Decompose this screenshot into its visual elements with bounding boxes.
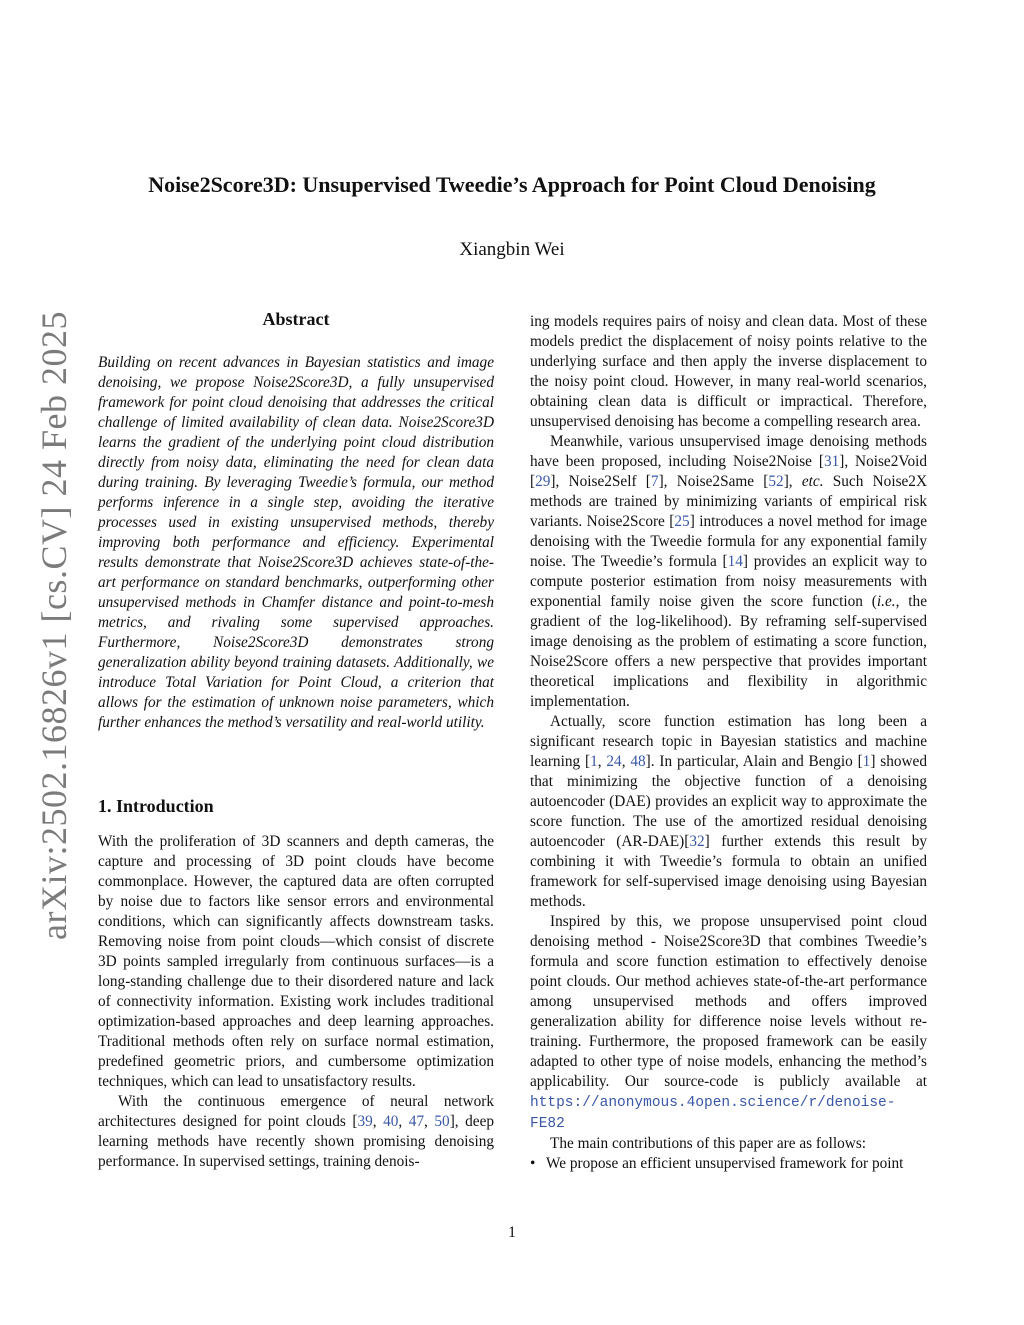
intro-paragraph-1: With the proliferation of 3D scanners and depth cameras, the capture and processing of 3D point clouds have become commonplace. However, the captured data are often corrupted by noise due to factors like sensor errors and environmental conditions, which can significantly affects downstream tasks. Removing noise from point clouds—which consist of discrete 3D points sampled irregularly from continuous surfaces—is a long-standing challenge due to their disordered nature and lack of connectivity information. Existing work includes traditional optimization-based approaches and deep learning approaches. Traditional methods often rely on surface normal estimation, predefined geometric priors, and cumbersome optimization techniques, which can lead to unsatisfactory results. (98, 833, 494, 1090)
right-paragraph-5: The main contributions of this paper are as follows: (550, 1135, 867, 1152)
right-paragraph-3: Actually, score function estimation has long been a significant research topic in Bayesian statistics and machine learning [1, 24, 48]. In particular, Alain and Bengio [1] showed that minimizing the objective function of a denoising autoencoder (DAE) provides an explicit way to approximate the score function. The use of the amortized residual denoising autoencoder (AR-DAE)[32] further extends this result by combining it with Tweedie’s formula to obtain an unified framework for self-supervised image denoising using Bayesian methods. (530, 713, 927, 910)
citation-link[interactable]: 7 (650, 473, 659, 490)
right-paragraph-4: Inspired by this, we propose unsupervised point cloud denoising method - Noise2Score3D that combines Tweedie’s formula and score function estimation to effectively denoise point clouds. Our method achieves state-of-the-art performance among unsupervised methods and offers improved generalization ability for difference noise levels without re-training. Furthermore, the proposed framework can be easily adapted to other type of noise models, enhancing the method’s applicability. Our source-code is publicly available at https://anonymous.4open.science/r/denoise-FE82 (530, 913, 927, 1132)
citation-link[interactable]: 50 (434, 1113, 450, 1130)
citation-link[interactable]: 24 (606, 753, 622, 770)
citation-link[interactable]: 29 (535, 473, 551, 490)
introduction-heading: 1. Introduction (98, 796, 214, 816)
page-number: 1 (508, 1224, 516, 1241)
citation-link[interactable]: 32 (689, 833, 705, 850)
right-paragraph-2: Meanwhile, various unsupervised image denoising methods have been proposed, including Noise2Noise [31], Noise2Void [29], Noise2Self [7], Noise2Same [52], etc. Such Noise2X methods are trained by minimizing variants of empirical risk variants. Noise2Score [25] introduces a novel method for image denoising with the Tweedie formula for any exponential family noise. The Tweedie’s formula [14] provides an explicit way to compute posterior estimation from noisy measurements with exponential family noise given the score function (i.e., the gradient of the log-likelihood). By reframing self-supervised image denoising as the problem of estimating a score function, Noise2Score offers a new perspective that provides important theoretical implications and flexibility in algorithmic implementation. (530, 433, 928, 710)
abstract-body (98, 353, 494, 733)
abstract-text: Building on recent advances in Bayesian statistics and image denoising, we propose Noise2Score3D, a fully unsupervised framework for point cloud denoising that addresses the critical challenge of limited availability of clean data. Noise2Score3D learns the gradient of the underlying point cloud distribution directly from noisy data, eliminating the need for clean data during training. By leveraging Tweedie’s formula, our method performs inference in a single step, avoiding the iterative processes used in existing unsupervised methods, thereby improving both performance and efficiency. Experimental results demonstrate that Noise2Score3D achieves state-of-the-art performance on standard benchmarks, outperforming other unsupervised methods in Chamfer distance and point-to-mesh metrics, and rivaling some supervised approaches. Furthermore, Noise2Score3D demonstrates strong generalization ability beyond training datasets. Additionally, we introduce Total Variation for Point Cloud, a criterion that allows for the estimation of unknown noise parameters, which further enhances the method’s versatility and real-world utility. (98, 354, 494, 731)
citation-link[interactable]: 39 (357, 1113, 373, 1130)
arxiv-identifier: arXiv:2502.16826v1 [cs.CV] 24 Feb 2025 (34, 311, 74, 940)
source-code-link[interactable]: https://anonymous.4open.science/r/denoise-FE82 (530, 1095, 896, 1132)
intro-paragraph-2: With the continuous emergence of neural network architectures designed for point clouds [39, 40, 47, 50], deep learning methods have recently shown promising denoising performance. In supervised settings, training denois- (98, 1093, 495, 1170)
citation-link[interactable]: 52 (768, 473, 784, 490)
citation-link[interactable]: 48 (630, 753, 646, 770)
abstract-heading: Abstract (262, 309, 330, 329)
citation-link[interactable]: 40 (383, 1113, 399, 1130)
citation-link[interactable]: 25 (674, 513, 690, 530)
citation-link[interactable]: 14 (727, 553, 743, 570)
citation-link[interactable]: 1 (590, 753, 598, 770)
bullet-marker: • (530, 1155, 536, 1172)
right-column (530, 312, 927, 1174)
author-name: Xiangbin Wei (459, 239, 565, 260)
citation-link[interactable]: 1 (862, 753, 871, 770)
right-paragraph-1: ing models requires pairs of noisy and clean data. Most of these models predict the displacement of noisy points relative to the underlying surface and then apply the inverse displacement to the noisy point cloud. However, in many real-world scenarios, obtaining clean data is difficult or impractical. Therefore, unsupervised denoising has become a compelling research area. (530, 313, 927, 430)
contribution-list-item (530, 1154, 927, 1174)
citation-link[interactable]: 47 (408, 1113, 425, 1130)
citation-link[interactable]: 31 (823, 453, 840, 470)
contribution-text: We propose an efficient unsupervised framework for point (546, 1155, 904, 1172)
paper-title: Noise2Score3D: Unsupervised Tweedie’s Approach for Point Cloud Denoising (148, 172, 876, 197)
introduction-body (98, 832, 494, 1172)
